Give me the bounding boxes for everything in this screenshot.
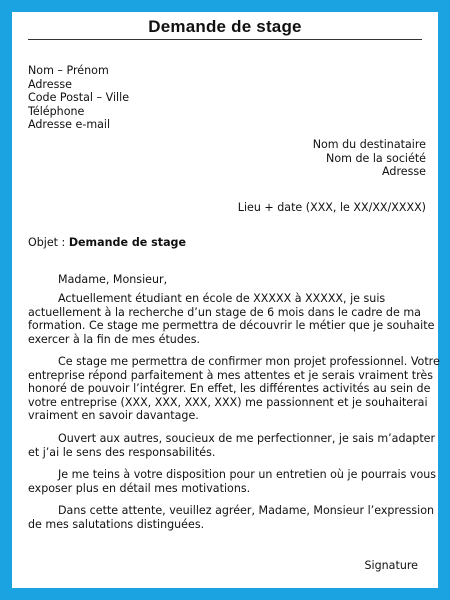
paragraph-3 (28, 432, 436, 459)
sender-phone: Téléphone (28, 104, 85, 118)
recipient-block (313, 138, 426, 179)
paragraph-2 (28, 355, 440, 423)
letter-page (12, 12, 438, 588)
paragraph-1 (28, 292, 435, 346)
paragraph-line: votre entreprise (XXX, XXX, XXX, XXX) me passionnent et je souhaiterai (28, 395, 428, 409)
paragraph-4 (28, 468, 437, 495)
sender-email: Adresse e-mail (28, 118, 111, 132)
paragraph-line: Je me teins à votre disposition pour un entretien où je pourrais vous (58, 468, 437, 481)
subject-label: Objet : (28, 236, 69, 249)
sender-name: Nom – Prénom (28, 64, 109, 77)
paragraph-line: Ce stage me permettra de confirmer mon projet professionnel. Votre (58, 355, 440, 368)
paragraph-line: exercer à la fin de mes études. (28, 332, 200, 346)
place-date: Lieu + date (XXX, le XX/XX/XXXX) (237, 201, 426, 214)
paragraph-line: Ouvert aux autres, soucieux de me perfectionner, je sais m’adapter (58, 432, 436, 445)
subject-value: Demande de stage (68, 236, 187, 249)
paragraph-line: honoré de pouvoir l’intégrer. En effet, les différentes activités au sein de (28, 382, 431, 396)
paragraph-line: Dans cette attente, veuillez agréer, Madame, Monsieur l’expression (58, 504, 435, 517)
paragraph-line: de mes salutations distinguées. (28, 517, 205, 531)
recipient-company: Nom de la société (326, 151, 426, 165)
letter-title: Demande de stage (148, 17, 302, 36)
paragraph-line: et j’ai le sens des responsabilités. (28, 445, 216, 459)
sender-postcode-city: Code Postal – Ville (28, 91, 130, 105)
sender-address: Adresse (28, 77, 72, 91)
sender-block (28, 64, 129, 132)
title-underline (28, 39, 422, 40)
paragraph-5 (28, 504, 435, 531)
paragraph-line: vraiment en savoir davantage. (28, 409, 199, 423)
paragraph-line: Actuellement étudiant en école de XXXXX à XXXXX, je suis (58, 292, 386, 305)
paragraph-line: entreprise répond parfaitement à mes attentes et je serais vraiment très (28, 368, 434, 382)
subject-line (28, 236, 186, 250)
paragraph-line: formation. Ce stage me permettra de découvrir le métier que je souhaite (28, 319, 435, 333)
signature-label: Signature (364, 559, 418, 572)
paragraph-line: actuellement à la recherche d’un stage de 6 mois dans le cadre de ma (28, 305, 421, 319)
recipient-name: Nom du destinataire (312, 138, 426, 151)
recipient-address: Adresse (382, 165, 426, 179)
paragraph-line: exposer plus en détail mes motivations. (28, 481, 251, 495)
salutation: Madame, Monsieur, (58, 273, 168, 286)
